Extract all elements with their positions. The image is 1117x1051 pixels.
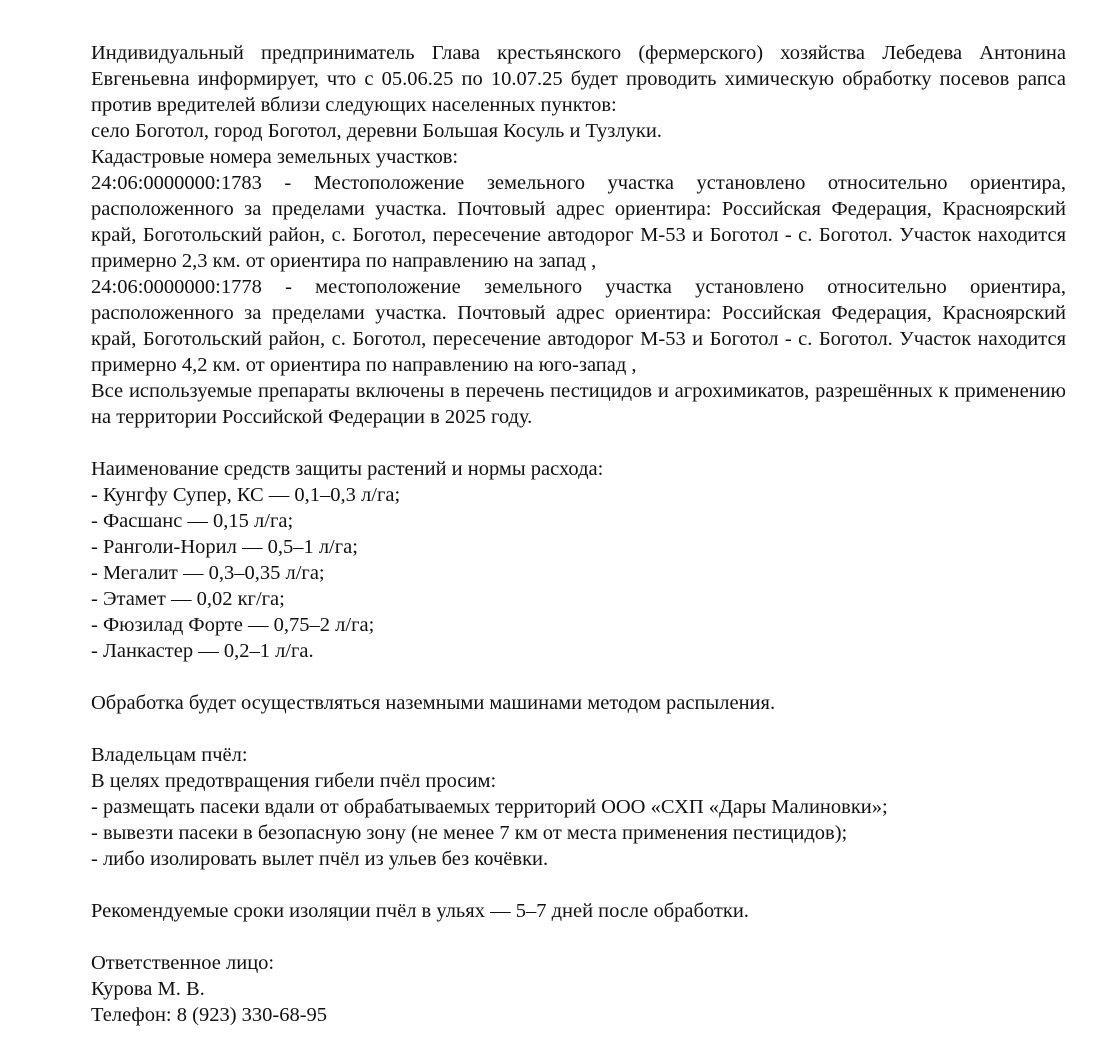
spacer [91, 664, 1066, 690]
spacer [91, 872, 1066, 898]
spacer [91, 924, 1066, 950]
intro-paragraph: Индивидуальный предприниматель Глава крестьянского (фермерского) хозяйства Лебедева Антонина Евгеньевна информирует, что с 05.06.25 по 10.07.25 будет проводить химическую обработку посевов рапса против вредителей вблизи следующих населенных пунктов: [91, 42, 1066, 116]
method-line: Обработка будет осуществляться наземными машинами методом распыления. [91, 692, 776, 714]
beekeepers-request: В целях предотвращения гибели пчёл просим: [91, 770, 497, 792]
list-item: - Этамет — 0,02 кг/га; [91, 588, 285, 610]
approval-paragraph: Все используемые препараты включены в перечень пестицидов и агрохимикатов, разрешённых к применению на территории Российской Федерации в 2025 году. [91, 380, 1066, 428]
products-list [91, 482, 1066, 664]
spacer [91, 430, 1066, 456]
list-item: - Мегалит — 0,3–0,35 л/га; [91, 562, 325, 584]
list-item: - Кунгфу Супер, КС — 0,1–0,3 л/га; [91, 484, 401, 506]
list-item: - Ланкастер — 0,2–1 л/га. [91, 640, 314, 662]
list-item: - размещать пасеки вдали от обрабатываемых территорий ООО «СХП «Дары Малиновки»; [91, 796, 888, 818]
notice-document [91, 40, 1066, 1028]
beekeepers-list [91, 794, 1066, 872]
contact-heading: Ответственное лицо: [91, 952, 275, 974]
contact-phone: Телефон: 8 (923) 330-68-95 [91, 1004, 328, 1026]
isolation-line: Рекомендуемые сроки изоляции пчёл в ульях — 5–7 дней после обработки. [91, 900, 749, 922]
cadastral-heading: Кадастровые номера земельных участков: [91, 146, 459, 168]
beekeepers-heading: Владельцам пчёл: [91, 744, 248, 766]
products-heading: Наименование средств защиты растений и нормы расхода: [91, 458, 604, 480]
contact-name: Курова М. В. [91, 978, 205, 1000]
plot-1783-description: 24:06:0000000:1783 - Местоположение земельного участка установлено относительно ориентира, расположенного за пределами участка. Почтовый адрес ориентира: Российская Федерация, Красноярский край, Боготольский район, с. Боготол, пересечение автодорог М-53 и Боготол - с. Боготол. Участок находится примерно 2,3 км. от ориентира по направлению на запад , [91, 172, 1066, 272]
list-item: - Ранголи-Норил — 0,5–1 л/га; [91, 536, 358, 558]
list-item: - Фюзилад Форте — 0,75–2 л/га; [91, 614, 375, 636]
plot-1778-description: 24:06:0000000:1778 - местоположение земельного участка установлено относительно ориентира, расположенного за пределами участка. Почтовый адрес ориентира: Российская Федерация, Красноярский край, Боготольский район, с. Боготол, пересечение автодорог М-53 и Боготол - с. Боготол. Участок находится примерно 4,2 км. от ориентира по направлению на юго-запад , [91, 276, 1066, 376]
list-item: - Фасшанс — 0,15 л/га; [91, 510, 294, 532]
settlements-line: село Боготол, город Боготол, деревни Большая Косуль и Тузлуки. [91, 120, 662, 142]
spacer [91, 716, 1066, 742]
list-item: - либо изолировать вылет пчёл из ульев без кочёвки. [91, 848, 549, 870]
list-item: - вывезти пасеки в безопасную зону (не менее 7 км от места применения пестицидов); [91, 822, 848, 844]
